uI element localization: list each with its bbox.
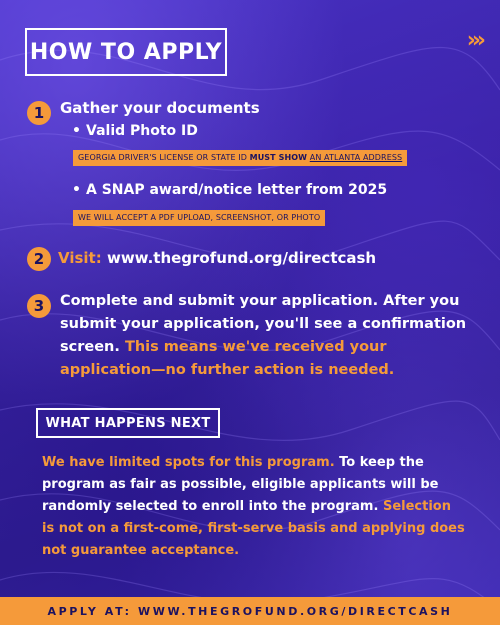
next-orange-1: We have limited spots for this program. [42,455,335,470]
bullet-snap-letter [72,181,387,199]
what-happens-next-box [36,408,220,438]
tag-part-2: MUST SHOW [249,153,308,162]
step-3-white-text: Complete and submit your application. After you submit your application, you'll see a confirmation screen. [60,293,467,355]
bullet-dot-icon: • [72,123,81,139]
apply-url-link[interactable]: www.thegrofund.org/directcash [106,249,377,267]
bullet-snap-letter-label: A SNAP award/notice letter from 2025 [86,182,388,198]
bullet-photo-id [72,122,198,140]
chevron-right-icon: ››› [466,28,482,53]
what-happens-next-text [42,452,467,562]
upload-format-tag: WE WILL ACCEPT A PDF UPLOAD, SCREENSHOT, OR PHOTO [73,210,325,226]
step-2-heading [58,248,376,268]
footer-bar [0,597,500,625]
tag-part-3: AN ATLANTA ADDRESS [309,153,403,162]
step-2-badge: 2 [27,247,51,271]
title-box [25,28,227,76]
what-happens-next-title: WHAT HAPPENS NEXT [45,415,211,431]
step-3-text [60,290,480,382]
step-1-heading: Gather your documents [60,99,260,117]
bullet-dot-icon: • [72,182,81,198]
id-requirement-tag [73,150,407,166]
next-white-1: To keep the program as fair as possible, eligible applicants will be randomly selected to enroll into the program. [42,455,439,514]
step-3-badge: 3 [27,294,51,318]
step-3-orange-text: This means we've received your application—no further action is needed. [60,339,395,378]
tag-part-1: GEORGIA DRIVER'S LICENSE OR STATE ID [78,153,250,162]
page-title: HOW TO APPLY [29,39,223,65]
visit-label: Visit: [58,249,102,267]
bullet-photo-id-label: Valid Photo ID [86,123,198,139]
step-1-badge: 1 [27,101,51,125]
next-orange-2: Selection is not on a first-come, first-serve basis and applying does not guarantee acceptance. [42,499,465,558]
footer-apply-text[interactable]: APPLY AT: WWW.THEGROFUND.ORG/DIRECTCASH [47,604,453,618]
